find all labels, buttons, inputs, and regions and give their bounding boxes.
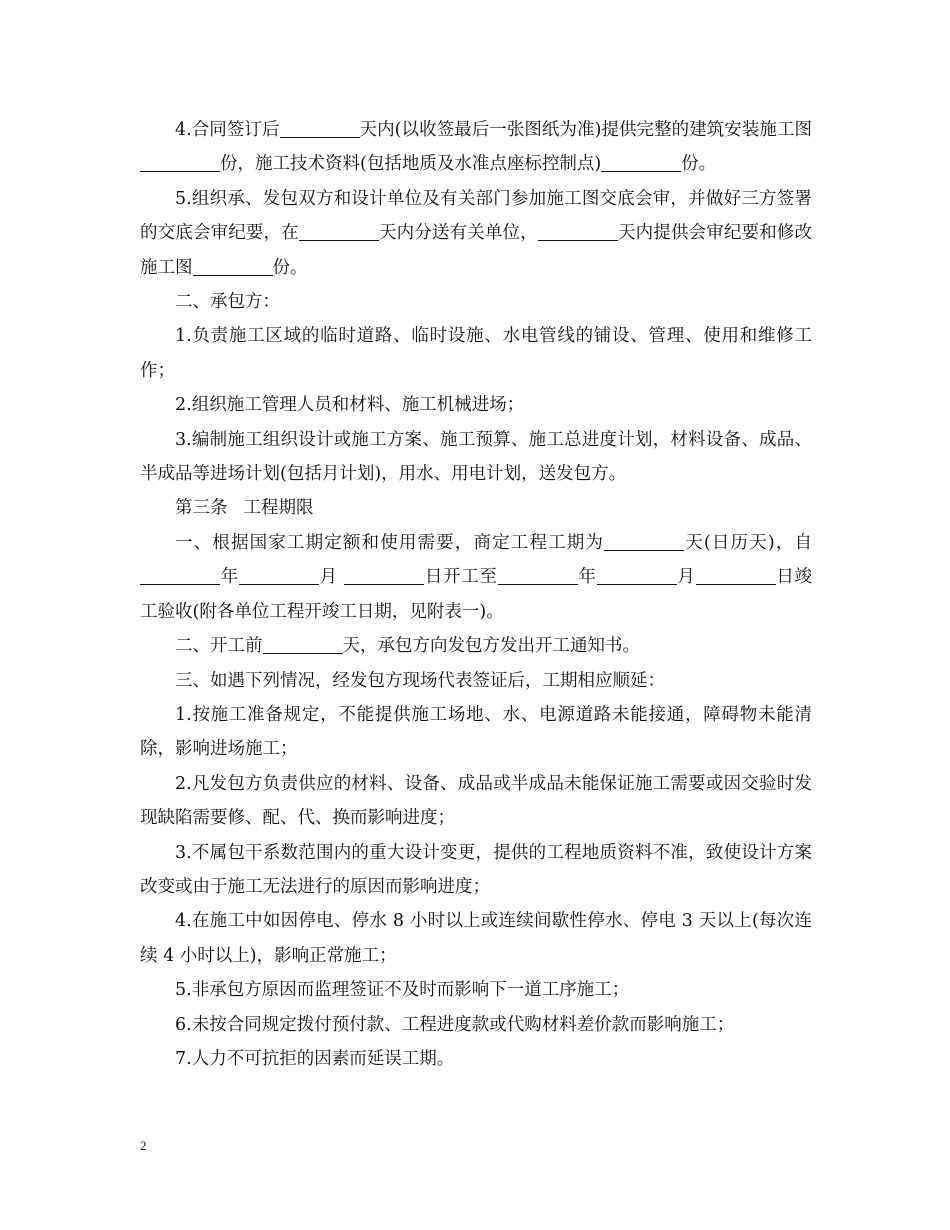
text-segment: 天内分送有关单位，: [378, 223, 538, 244]
fill-in-blank[interactable]: [299, 222, 379, 241]
text-segment: 5.组织承、发包双方和设计单位及有关部门参加施工图交底会审，并做好三方签署的交底会审纪要，在: [140, 188, 812, 244]
list-item-design-change: 3.不属包干系数范围内的重大设计变更，提供的工程地质资料不准，致使设计方案改变或由于施工无法进行的原因而影响进度；: [140, 842, 812, 897]
fill-in-blank[interactable]: [193, 257, 273, 276]
list-item-site-readiness: 1.按施工准备规定，不能提供施工场地、水、电源道路未能接通，障碍物未能清除，影响进场施工；: [140, 704, 812, 760]
text-segment: 份。: [272, 257, 308, 278]
text-segment: 天，承包方向发包方发出开工通知书。: [342, 636, 640, 657]
fill-in-blank[interactable]: [768, 566, 776, 585]
list-item-force-majeure: 7.人力不可抗拒的因素而延误工期。: [175, 1048, 455, 1069]
fill-in-blank[interactable]: [696, 566, 768, 585]
paragraph-mobilization: 2.组织施工管理人员和材料、施工机械进场；: [175, 395, 525, 416]
paragraph-construction-plan: 3.编制施工组织设计或施工方案、施工预算、施工总进度计划，材料设备、成品、半成品等进场计划(包括月计划)，用水、用电计划，送发包方。: [140, 429, 812, 485]
fill-in-blank[interactable]: [263, 635, 343, 654]
article-three-heading: [140, 491, 812, 525]
text-segment: 份，施工技术资料(包括地质及水准点座标控制点): [220, 154, 602, 175]
fill-in-blank[interactable]: [538, 222, 618, 241]
fill-in-blank[interactable]: [140, 153, 220, 172]
paragraph-start-notice: [140, 629, 812, 663]
text-segment: 天内(以收签最后一张图纸为准)提供完整的建筑安装施工图: [359, 120, 812, 140]
paragraph-extension-conditions: 三、如遇下列情况，经发包方现场代表签证后，工期相应顺延：: [175, 670, 665, 691]
list-item-power-water-outage: 4.在施工中如因停电、停水 8 小时以上或连续间歇性停水、停电 3 天以上(每次连续 4 小时以上)，影响正常施工；: [140, 911, 812, 966]
paragraph-duration: [140, 526, 812, 629]
list-item-materials-supply: 2.凡发包方负责供应的材料、设备、成品或半成品未能保证施工需要或因交验时发现缺陷需要修、配、代、换而影响进度；: [140, 773, 812, 829]
fill-in-blank[interactable]: [597, 566, 677, 585]
paragraph-drawings-delivery: [140, 113, 812, 182]
text-segment: 月: [676, 567, 696, 588]
fill-in-blank[interactable]: [239, 566, 319, 585]
contract-body: [140, 113, 812, 1076]
text-segment: 日竣工验收(附各单位工程开竣工日期，见附表一)。: [140, 567, 813, 622]
fill-in-blank[interactable]: [280, 119, 360, 138]
fill-in-blank[interactable]: [344, 566, 424, 585]
list-item-payment-delay: 6.未按合同规定拨付预付款、工程进度款或代购材料差价款而影响施工；: [175, 1014, 735, 1035]
text-segment: 4.合同签订后: [175, 120, 280, 140]
article-number: 第三条: [175, 498, 228, 519]
heading-contractor: 二、承包方：: [175, 292, 280, 313]
text-segment: 日开工至: [424, 567, 498, 588]
fill-in-blank[interactable]: [140, 566, 220, 585]
text-segment: 份。: [681, 154, 717, 175]
text-segment: 二、开工前: [175, 636, 263, 657]
page-number: 2: [140, 1138, 147, 1153]
text-segment: 年: [220, 567, 239, 588]
text-segment: 天(日历天)，自: [684, 532, 812, 553]
text-segment: 月: [318, 567, 338, 588]
text-segment: 一、根据国家工期定额和使用需要，商定工程工期为: [175, 532, 605, 553]
paragraph-temporary-works: 1.负责施工区域的临时道路、临时设施、水电管线的铺设、管理、使用和维修工作；: [140, 326, 812, 381]
fill-in-blank[interactable]: [498, 566, 578, 585]
paragraph-design-review: [140, 182, 812, 285]
list-item-supervision-delay: 5.非承包方原因而监理签证不及时而影响下一道工序施工；: [175, 980, 630, 1001]
article-title: 工程期限: [243, 498, 314, 519]
fill-in-blank[interactable]: [601, 153, 681, 172]
text-segment: 天内提供会审纪要和修改施工图: [140, 223, 813, 278]
text-segment: 年: [577, 567, 597, 588]
fill-in-blank[interactable]: [604, 532, 684, 551]
